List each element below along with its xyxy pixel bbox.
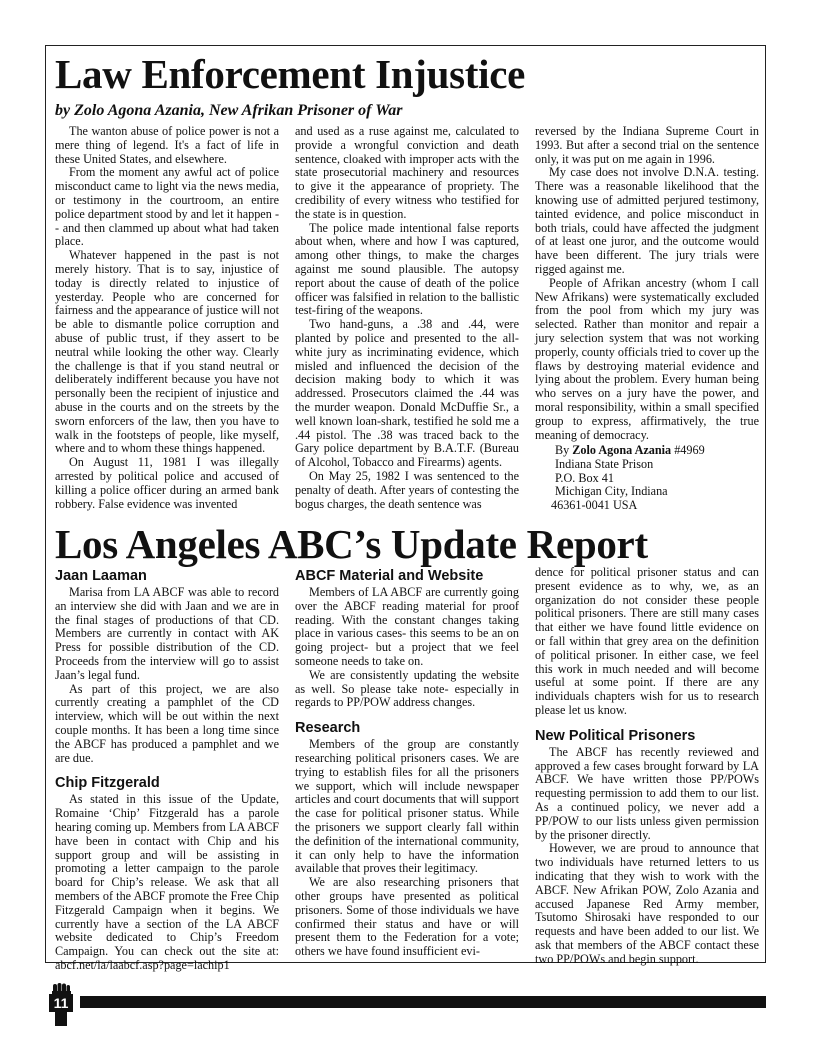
section-heading-abcf-material: ABCF Material and Website [295,568,484,584]
address-line: 46361-0041 USA [551,498,638,513]
article1-column-1 [55,125,279,511]
article-byline: by Zolo Agona Azania, New Afrikan Prisoner of War [55,102,403,119]
paragraph: reversed by the Indiana Supreme Court in 1993. But after a second trial on the sentence only, it was put on me again in 1996. [535,124,759,166]
paragraph: My case does not involve D.N.A. testing. There was a reasonable likelihood that the knowing use of admitted perjured testimony, tainted evidence, and police misconduct in both trials, could have affected the judgment of at least one juror, and the outcome would have been different. The jury trials were rigged against me. [535,165,759,276]
paragraph: People of Afrikan ancestry (whom I call New Afrikans) were systematically excluded from the pool from which my jury was selected. Rather than monitor and repair a jury selection system that was not working properly, county officials tried to cover up the flaws by destroying material evidence and lying about the problem. Every human being who serves on a jury have the power, and moral responsibility, within a small specified group to express, affirmatively, the true meaning of democracy. [535,275,759,442]
page-number: 11 [49,994,73,1012]
article2-column-2 [295,568,519,959]
article1-column-2 [295,125,519,511]
article-title-la-abc-update: Los Angeles ABC’s Update Report [55,521,648,567]
paragraph: However, we are proud to announce that two individuals have returned letters to us indicating that they wish to work with the ABCF. New Afrikan POW, Zolo Azania and accused Japanese Red Army member, Tsutomo Shirosaki have responded to our requests and have been added to our list. We ask that members of the ABCF contact these two PP/POWs and begin support. [535,841,759,966]
section-heading-chip-fitzgerald: Chip Fitzgerald [55,775,160,792]
address-line: Michigan City, Indiana [555,484,668,499]
paragraph: On August 11, 1981 I was illegally arrested by political police and accused of killing a police officer during an armed bank robbery. False evidence was invented [55,455,279,511]
paragraph: We are also researching prisoners that other groups have presented as political prisoners. Some of those individuals we have confirmed their status and have or will present them to the Federation for a vote; others we have found insufficient evi- [295,875,519,959]
paragraph: The wanton abuse of police power is not a mere thing of legend. It's a fact of life in these United States, and elsewhere. [55,124,279,166]
footer-bar [80,996,766,1008]
paragraph: Whatever happened in the past is not merely history. That is to say, injustice of today is directly related to injustice of yesterday. People who are concerned for fairness and the appearance of justice will not be able to dismantle police corruption and abuse of public trust, if they assert to be neutral while looking the other way. Clearly the challenge is that if you stand neutral or deliberately indifferent because you have not personally been the recipient of injustice and abuse in the courts and on the streets by the sworn enforcers of the law, then you have to walk in the footsteps of people, like myself, where and to whom these things happened. [55,248,279,456]
paragraph: We are consistently updating the website as well. So please take note- especially in regards to PP/POW address changes. [295,667,519,710]
paragraph: The police made intentional false reports about when, where and how I was captured, among other things, to make the charges against me sound plausible. The autopsy report about the cause of death of the police officer was falsified in relation to the ballistic test-firing of the weapons. [295,220,519,318]
paragraph: As stated in this issue of the Update, Romaine ‘Chip’ Fitzgerald has a parole hearing coming up. Members from LA ABCF have been in contact with Chip and his support group and will be assisting in promoting a letter campaign to the parole board for Chip’s release. We ask that all members of the ABCF promote the Free Chip Fitzgerald Campaign when it begins. We currently have a section of the LA ABCF website dedicated to Chip’s Freedom Campaign. You can check out the site at: abcf.net/la/laabcf.asp?page=lachip1 [55,792,279,972]
paragraph: The ABCF has recently reviewed and approved a few cases brought forward by LA ABCF. We have written those PP/POWs requesting permission to add them to our list. As a continued policy, we never add a PP/POW to our lists unless given permission by the prisoner directly. [535,744,759,842]
author-signature [551,443,705,513]
paragraph: As part of this project, we are also currently creating a pamphlet of the CD interview, which will be out within the next couple months. It has been a long time since the ABCF has produced a pamphlet and we are due. [55,681,279,765]
paragraph: From the moment any awful act of police misconduct came to light via the news media, or testimony in the courtroom, an entire police department stood by and let it happen -- and then clammed up about what had taken place. [55,165,279,249]
article1-column-3 [535,125,759,442]
signature-line: By Zolo Agona Azania #4969 [555,443,705,457]
article2-column-1 [55,568,279,973]
address-line: Indiana State Prison [555,456,654,471]
section-heading-research: Research [295,720,361,737]
paragraph: On May 25, 1982 I was sentenced to the penalty of death. After years of contesting the bogus charges, the death sentence was [295,468,519,511]
paragraph: Two hand-guns, a .38 and .44, were planted by police and presented to the all-white jury as incriminating evidence, which misled and influenced the decision of the decision making body to which it was addressed. Prosecutors claimed the .44 was the murder weapon. Donald McDuffie Sr., a well known loan-shark, testified he sold me a .44 pistol. The .38 was traced back to the Gary police department by B.A.T.F. (Bureau of Alcohol, Tobacco and Firearms) agents. [295,317,519,470]
section-heading-new-political-prisoners: New Political Prisoners [535,727,696,744]
article2-column-3 [535,566,759,967]
author-name: Zolo Agona Azania [572,443,672,457]
article-title-law-enforcement: Law Enforcement Injustice [55,51,526,97]
section-heading-jaan-laaman: Jaan Laaman [55,568,147,584]
paragraph: dence for political prisoner status and can present evidence as to why, we, as an organization do not consider these people political prisoners. There are still many cases that either we have found little evidence on or fall within that grey area on the definition of political prisoner. In either case, we feel this work in much needed and will become useful at some point. If there are any individuals chapters wish for us to research please let us know. [535,565,759,717]
paragraph: and used as a ruse against me, calculated to provide a wrongful conviction and death sentence, cloaked with improper acts with the state prosecutorial machinery and resources to give it the appearance of propriety. The credibility of every witness who testified for the state is in question. [295,124,519,221]
paragraph: Marisa from LA ABCF was able to record an interview she did with Jaan and we are in the final stages of productions of that CD. Members are currently in contact with AK Press for possible distribution of the CD. Proceeds from the interview will go to assist Jaan’s legal fund. [55,585,279,682]
paragraph: Members of the group are constantly researching political prisoners cases. We are trying to establish files for all the prisoners we support, which will include newspaper articles and court documents that will support the case for political prisoner status. While the prisoners we support clearly fall within the definition of the international community, it can only help to have the information available that proves their legitimacy. [295,737,519,876]
address-line: P.O. Box 41 [555,470,614,485]
paragraph: Members of LA ABCF are currently going over the ABCF reading material for proof reading. With the constant changes taking place in various cases- this seems to be an on going project- but a project that we feel someone needs to take on. [295,585,519,668]
